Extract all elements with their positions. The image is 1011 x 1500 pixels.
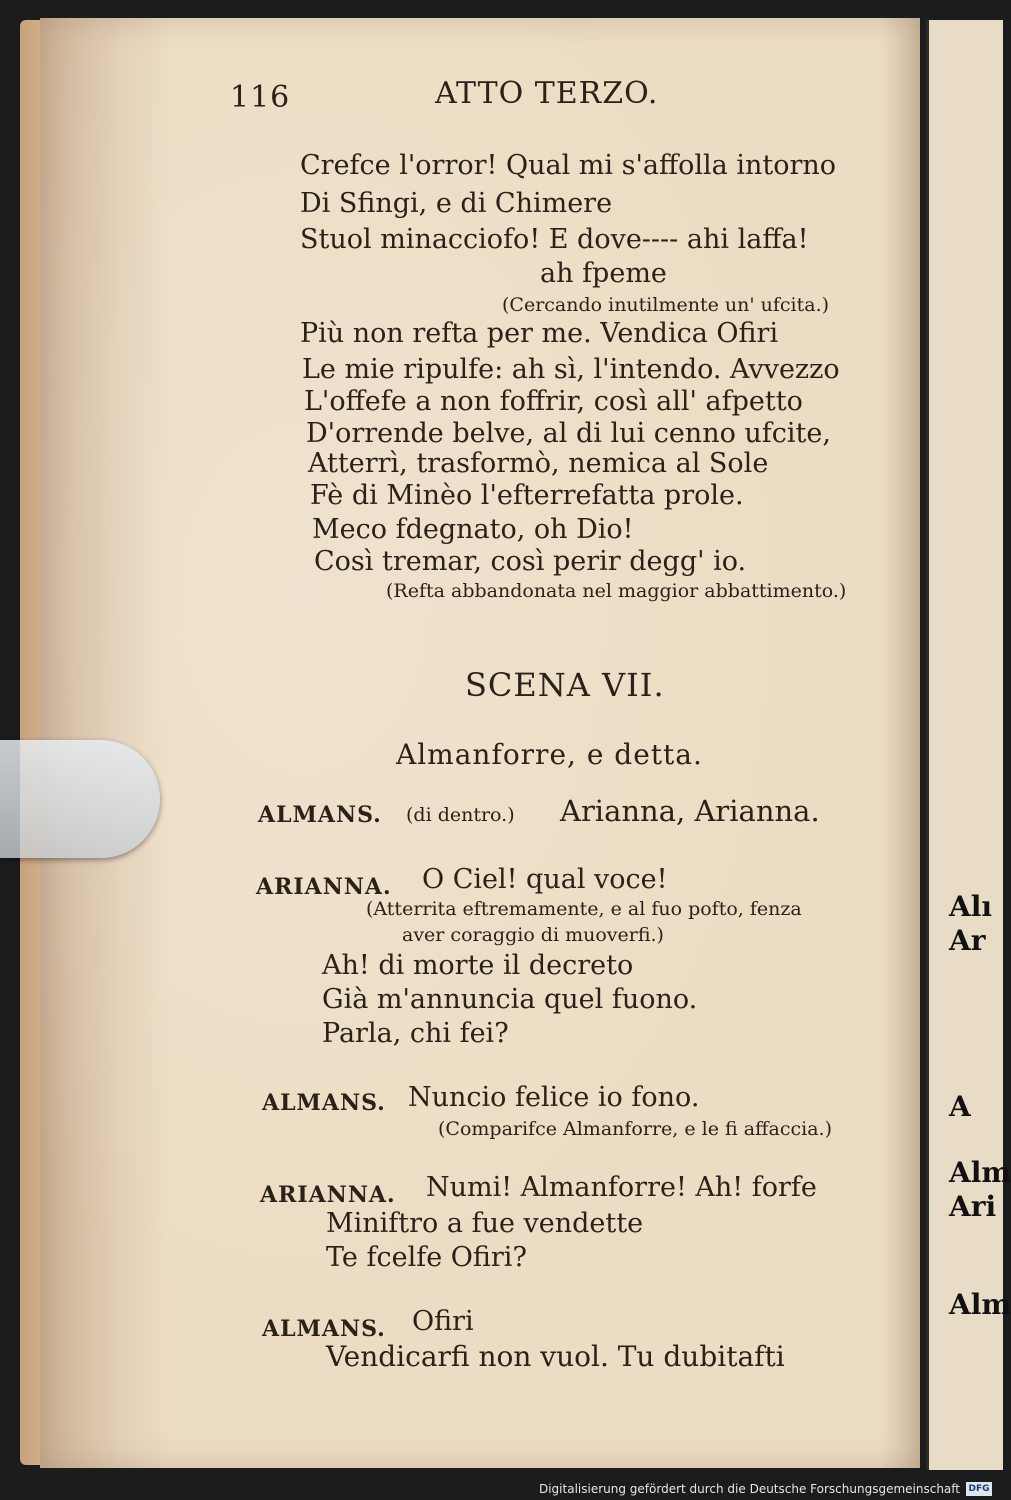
stage-direction: (Comparifce Almanforre, e le fi affaccia.) [438, 1118, 832, 1140]
verse-line: Meco fdegnato, oh Dio! [312, 514, 634, 545]
stage-direction: (Refta abbandonata nel maggior abbattimento.) [386, 580, 847, 602]
verse-line: Così tremar, così perir degg' io. [314, 546, 747, 577]
speaker-name: ALMANS. [262, 1316, 386, 1342]
speaker-name: ARIANNA. [256, 874, 392, 900]
speaker-name: ALMANS. [262, 1090, 386, 1116]
verse-line: Ah! di morte il decreto [322, 950, 634, 981]
verse-line: Di Sfingi, e di Chimere [300, 188, 613, 219]
footer-bar [0, 1478, 1000, 1500]
verse-line: Arianna, Arianna. [560, 794, 820, 828]
verse-line: Vendicarfi non vuol. Tu dubitafti [326, 1340, 785, 1373]
scene-cast: Almanforre, e detta. [396, 738, 703, 771]
footer-credit: Digitalisierung gefördert durch die Deutsche Forschungsgemeinschaft [538, 1482, 960, 1496]
facing-fragment: Alı [949, 890, 992, 923]
verse-line: Fè di Minèo l'efterrefatta prole. [310, 480, 744, 511]
verse-line: Numi! Almanforre! Ah! forfe [426, 1172, 817, 1203]
verse-line: Già m'annuncia quel fuono. [322, 984, 698, 1015]
verse-line: Le mie ripulfe: ah sì, l'intendo. Avvezzo [302, 354, 840, 385]
scene-title: SCENA VII. [465, 666, 665, 704]
facing-fragment: Ar [949, 924, 986, 957]
running-title: ATTO TERZO. [435, 76, 659, 111]
verse-line: Stuol minacciofo! E dove---- ahi laffa! [300, 224, 809, 255]
facing-page [926, 20, 1011, 1470]
verse-line: Parla, chi fei? [322, 1018, 509, 1049]
stage-direction: (Atterrita eftremamente, e al fuo pofto, fenza [366, 898, 802, 920]
verse-line: O Ciel! qual voce! [422, 864, 668, 895]
verse-line: Miniftro a fue vendette [326, 1208, 644, 1239]
page-holder-clip [0, 740, 160, 858]
speaker-name: ARIANNA. [260, 1182, 396, 1208]
stage-direction: (Cercando inutilmente un' ufcita.) [502, 294, 830, 316]
page-number: 116 [230, 80, 291, 115]
verse-line: L'offefe a non foffrir, così all' afpetto [304, 386, 803, 417]
stage-direction: (di dentro.) [406, 804, 515, 826]
verse-line: ah fpeme [540, 258, 667, 289]
facing-fragment: Ari [949, 1190, 997, 1223]
speaker-name: ALMANS. [258, 802, 382, 828]
book-page [40, 18, 920, 1468]
verse-line: Crefce l'orror! Qual mi s'affolla intorno [300, 150, 837, 181]
verse-line: D'orrende belve, al di lui cenno ufcite, [306, 418, 831, 449]
facing-fragment: Alm [949, 1288, 1011, 1321]
stage-direction: aver coraggio di muoverfi.) [402, 924, 664, 946]
verse-line: Ofiri [412, 1306, 474, 1337]
verse-line: Più non refta per me. Vendica Ofiri [300, 318, 779, 349]
facing-fragment: A [949, 1090, 971, 1123]
verse-line: Nuncio felice io fono. [408, 1082, 700, 1113]
verse-line: Atterrì, trasformò, nemica al Sole [308, 448, 769, 479]
facing-fragment: Alm [949, 1156, 1011, 1189]
dfg-logo: DFG [966, 1482, 992, 1496]
verse-line: Te fcelfe Ofiri? [326, 1242, 527, 1273]
